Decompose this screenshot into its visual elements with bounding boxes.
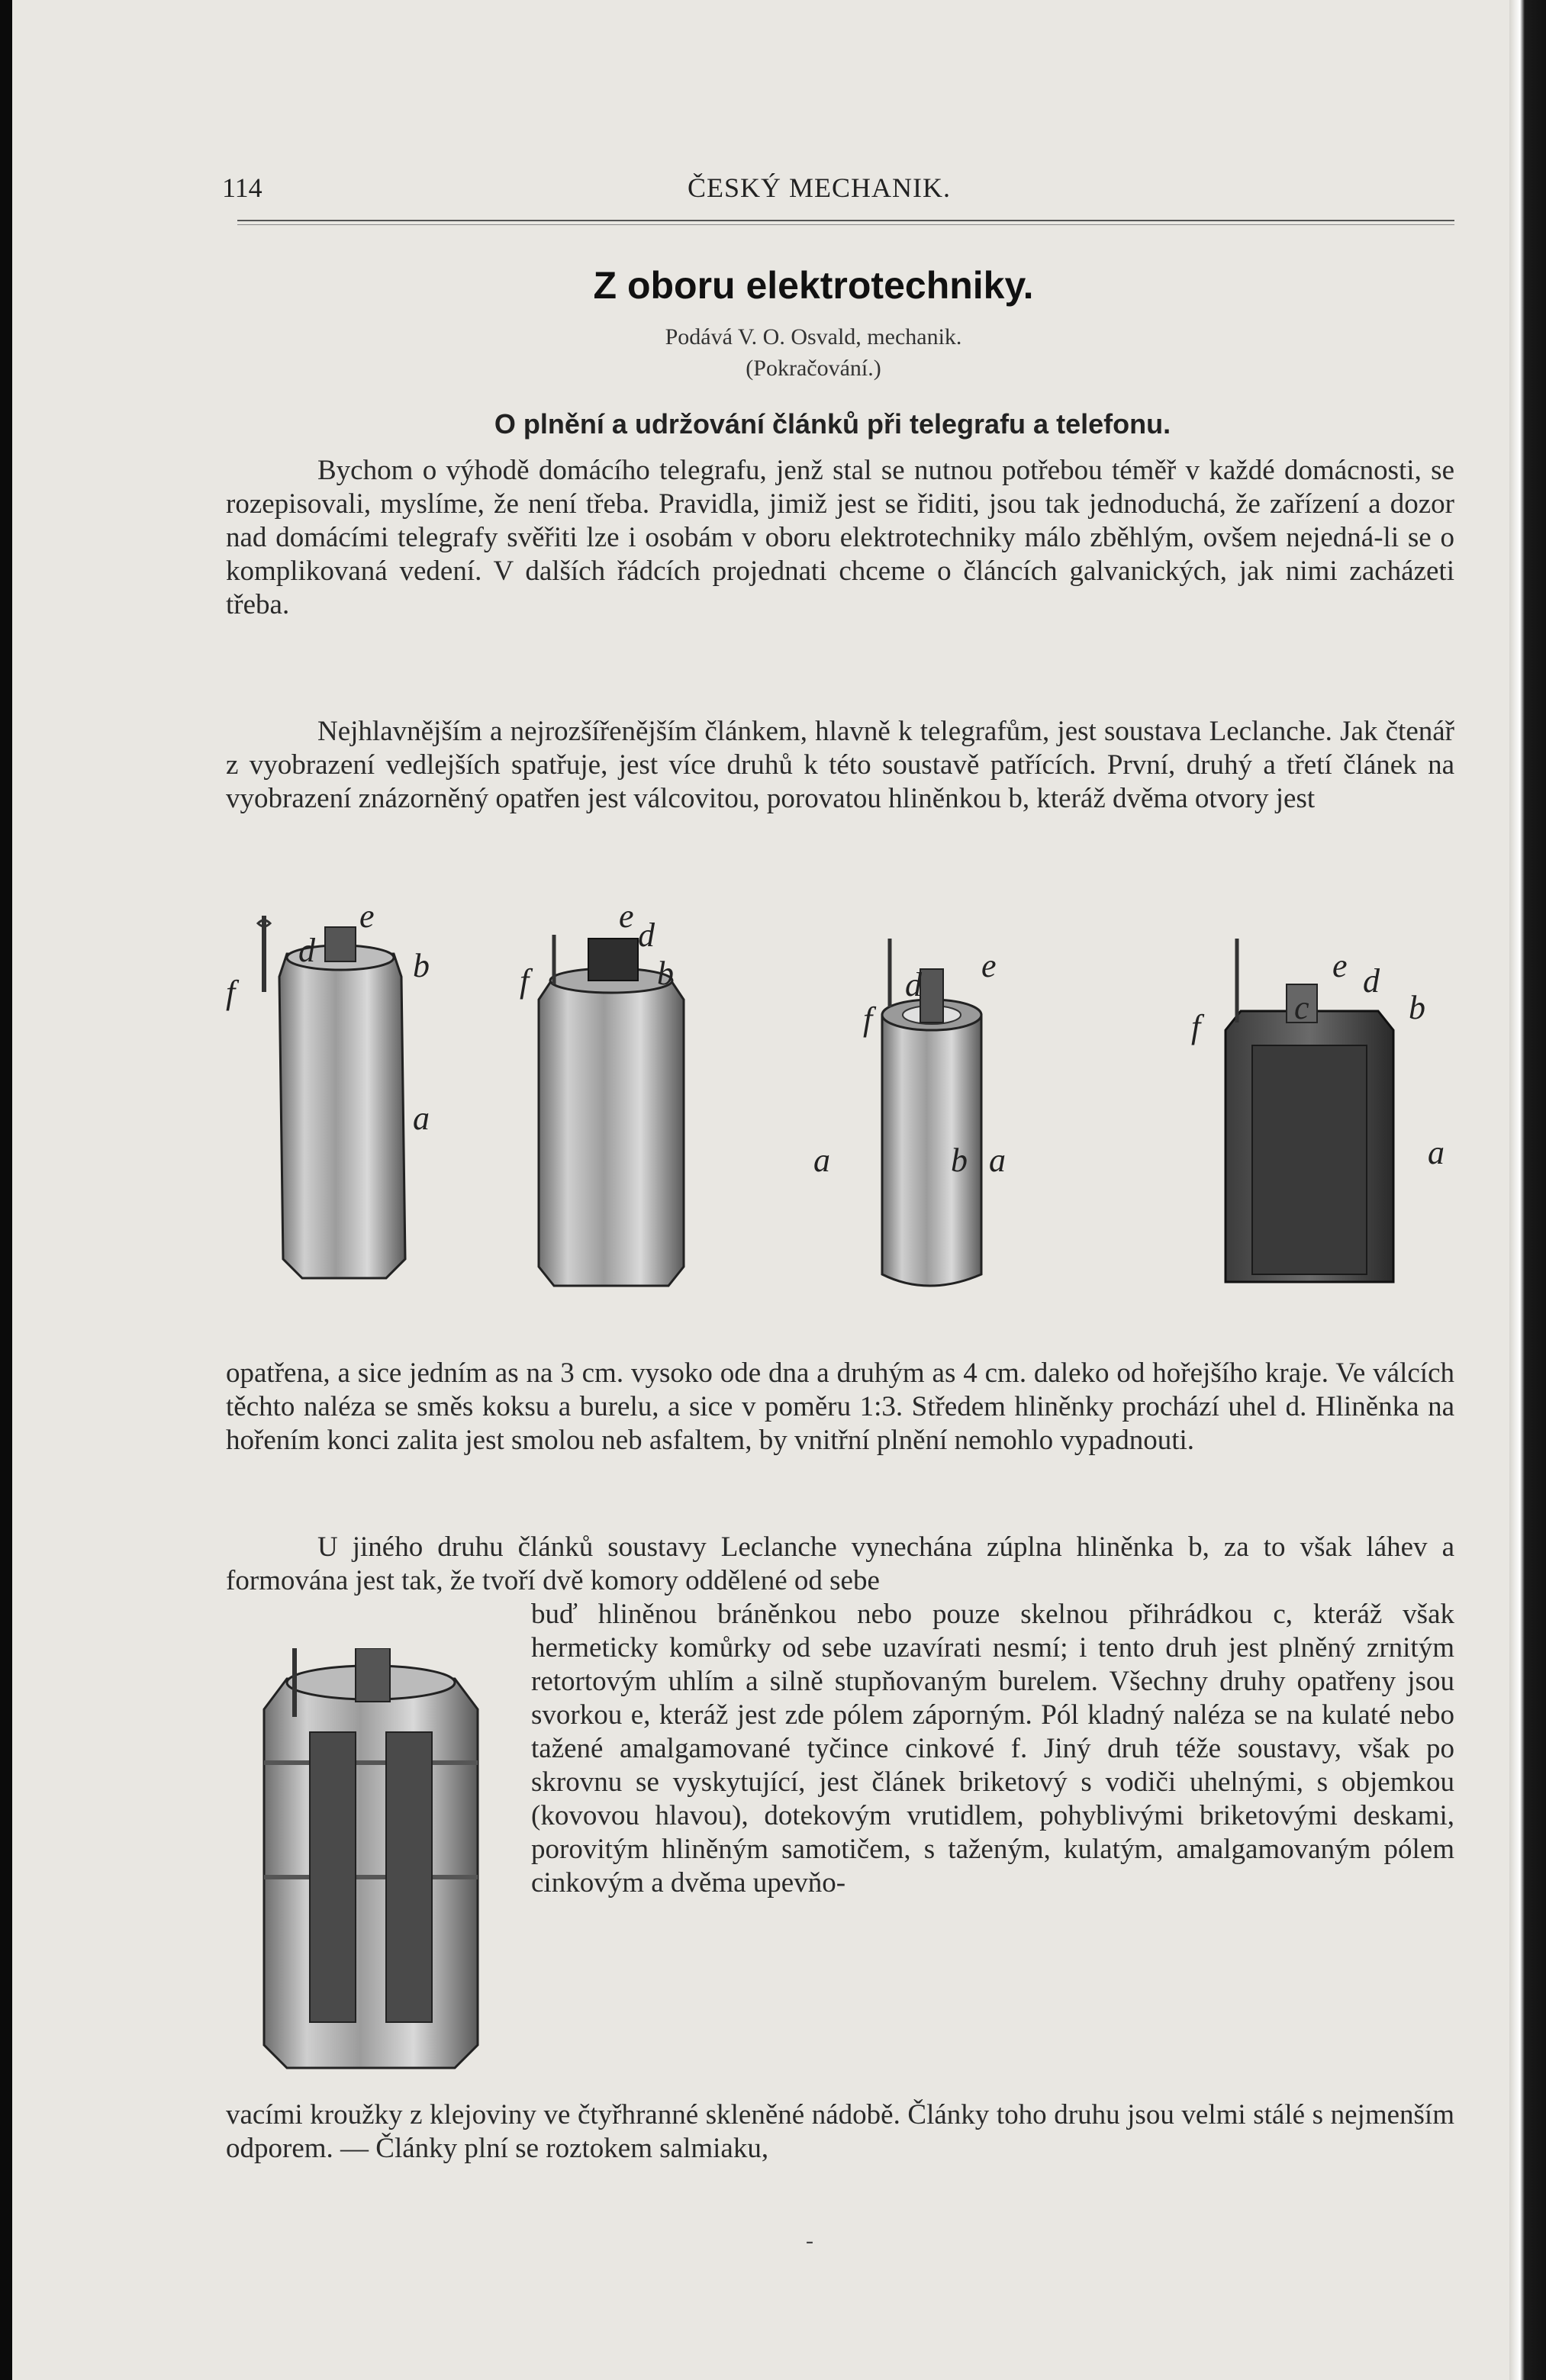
paragraph-4: U jiného druhu článků soustavy Leclanche vynechána zúplna hliněnka b, za to však láhev a formována jest tak, že tvoří dvě komory oddělené od sebe [226, 1531, 1454, 1596]
fig1-label-d: d [298, 932, 315, 969]
cell-1-illustration [258, 916, 405, 1278]
fig1-label-e: e [359, 897, 375, 935]
paragraph-6: vacími kroužky z klejoviny ve čtyřhranné skleněné nádobě. Články toho druhu jsou velmi stálé s nejmenším odporem. — Články plní se roztokem salmiaku, [226, 2099, 1454, 2164]
section-subheading: O plnění a udržování článků při telegrafu a telefonu. [494, 408, 1171, 440]
fig1-label-f: f [226, 974, 236, 1011]
paragraph-3: opatřena, a sice jedním as na 3 cm. vysoko ode dna a druhým as 4 cm. daleko od hořejšího kraje. Ve válcích těchto naléza se směs koksu a burelu, a sice v poměru 1:3. Středem hliněnky prochází uhel d. Hliněnka na hořením konci zalita jest smolou neb asfaltem, by vnitřní plnění nemohlo vypadnouti. [226, 1357, 1454, 1456]
fig4-label-b: b [1409, 989, 1425, 1026]
paragraph-2: Nejhlavnějším a nejrozšířenějším článkem, hlavně k telegrafům, jest soustava Leclanche. Jak čtenář z vyobrazení vedlejších spatřuje, jest více druhů k této soustavě patřících. První, druhý a třetí článek na vyobrazení znázorněný opatřen jest válcovitou, porovatou hliněnkou b, kteráž dvěma otvory jest [226, 716, 1454, 814]
fig4-label-c: c [1294, 989, 1309, 1026]
fig2-label-f: f [520, 962, 530, 1000]
fig1-label-b: b [413, 947, 430, 984]
figure-briquette-cell [241, 1648, 501, 2076]
continuation-note: (Pokračování.) [746, 356, 881, 381]
fig3-label-e: e [981, 947, 997, 984]
fig4-label-e: e [1332, 947, 1348, 984]
paragraph-1: Bychom o výhodě domácího telegrafu, jenž stal se nutnou potřebou téměř v každé domácnosti, se rozepisovali, myslíme, že není třeba. Pravidla, jimiž jest se řiditi, jsou tak jednoduchá, že zařízení a dozor nad domácími telegrafy svěřiti lze i osobám v oboru elektrotechniky málo zběhlým, ovšem nejedná-li se o komplikovaná vedení. V dalších řádcích projednati chceme o článcích galvanických, jak nimi zacházeti třeba. [226, 455, 1454, 620]
fig2-label-b: b [657, 955, 674, 992]
fig3-label-a-right: a [989, 1142, 1006, 1179]
fig4-label-f: f [1191, 1008, 1201, 1045]
footer-mark: - [806, 2228, 813, 2253]
article-byline: Podává V. O. Osvald, mechanik. [665, 324, 962, 349]
fig3-label-f: f [863, 1000, 873, 1038]
fig3-label-a-left: a [813, 1142, 830, 1179]
header-rule-thin [237, 224, 1454, 225]
article-title: Z oboru elektrotechniky. [593, 264, 1034, 307]
document-page [12, 0, 1509, 2380]
fig1-label-a: a [413, 1100, 430, 1137]
header-rule [237, 220, 1454, 221]
page-number: 114 [222, 172, 262, 203]
fig2-label-d: d [638, 916, 655, 954]
page-edge [1509, 0, 1546, 2380]
figure-leclanche-cells [218, 893, 1470, 1332]
fig2-label-e: e [619, 897, 634, 935]
fig4-label-d: d [1363, 962, 1380, 1000]
paragraph-5: buď hliněnou bráněnkou nebo pouze skelnou přihrádkou c, kteráž však hermeticky komůrky od sebe uzavírati nesmí; i tento druh jest plněný zrnitým retortovým uhlím a silně stupňovaným burelem. Všechny druhy opatřeny jsou svorkou e, kteráž jest zde pólem záporným. Pól kladný naléza se na kulaté nebo tažené amalgamované tyčince cinkové f. Jiný druh téže soustavy, však po skrovnu se vyskytující, jest článek briketový s vodiči uhelnými, s objemkou (kovovou hlavou), dotekovým vrutidlem, pohyblivými briketovými deskami, porovitým hliněným samotičem, s taženým, kulatým, amalgamovaným pólem cinkovým a dvěma upevňo- [531, 1599, 1454, 1899]
fig3-label-d: d [905, 966, 922, 1003]
running-head: ČESKÝ MECHANIK. [688, 172, 952, 203]
page-header [222, 172, 1454, 210]
fig3-label-b: b [951, 1142, 968, 1179]
fig4-label-a: a [1428, 1134, 1445, 1171]
cell-3-illustration [882, 939, 981, 1286]
